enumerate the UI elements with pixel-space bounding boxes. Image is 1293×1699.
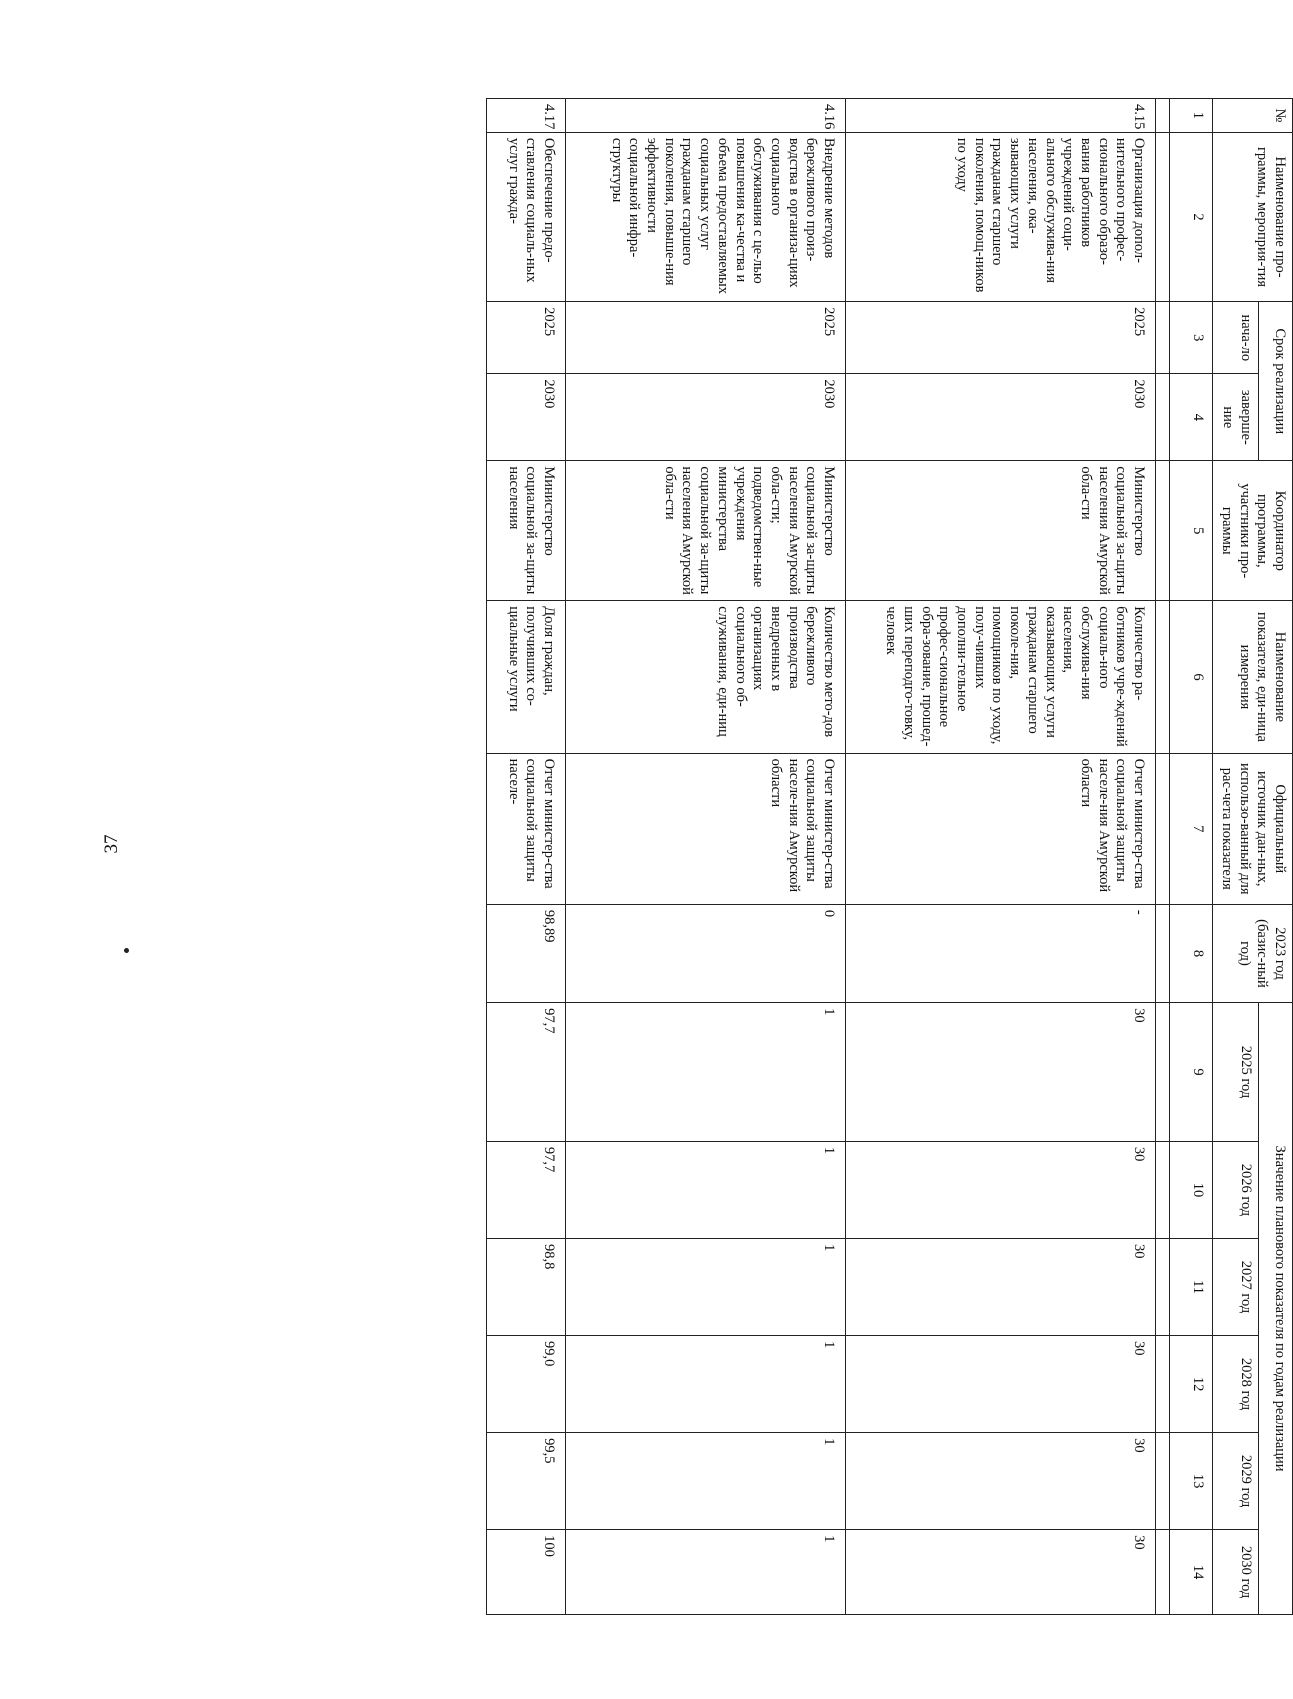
row-value-2028: 1: [566, 1336, 846, 1433]
row-source: Отчет министер-ства социальной защиты населе-ния Амурской области: [846, 753, 1156, 904]
row-value-2030: 30: [846, 1530, 1156, 1615]
header-year-2025: 2025 год: [1213, 1003, 1259, 1142]
header-start: нача-ло: [1213, 302, 1259, 374]
row-value-2025: 30: [846, 1003, 1156, 1142]
row-coordinator: Министерство социальной за-щиты населения: [487, 461, 566, 601]
row-base: 0: [566, 904, 846, 1002]
row-value-2027: 30: [846, 1238, 1156, 1335]
row-end: 2030: [566, 374, 846, 461]
row-name: Обеспечение предо-ставления социаль-ных услуг гражда-: [487, 132, 566, 301]
row-num: 4.16: [566, 99, 846, 133]
column-number: 12: [1170, 1336, 1213, 1433]
page-number: 37: [101, 834, 122, 854]
header-coordinator: Координатор программы, участники про-граммы: [1213, 461, 1293, 601]
table-row: [846, 99, 1156, 1615]
header-base-year: 2023 год (базис-ный год): [1213, 904, 1293, 1002]
header-year-2026: 2026 год: [1213, 1141, 1259, 1238]
row-end: 2030: [487, 374, 566, 461]
header-end: заверше-ние: [1213, 374, 1259, 461]
row-name: Организация допол-нительного профес-сионального образо-вания работников учреждений соци-ального обслужива-ния населения, ока-зывающих услуги гражданам старшего поколения, помощ-ников по уходу: [846, 132, 1156, 301]
row-value-2029: 1: [566, 1433, 846, 1530]
row-indicator: Количество ра-ботников учре-ждений социаль-ного обслужива-ния населения, оказывающих услуги гражданам старшего поколе-ния, помощников по уходу, полу-чивших дополни-тельное профес-сиональное обра-зование, прошед-ших переподго-товку, человек: [846, 601, 1156, 753]
row-value-2026: 30: [846, 1141, 1156, 1238]
rotated-table-container: [196, 98, 1293, 1615]
column-number: 5: [1170, 461, 1213, 601]
program-indicators-table: [486, 98, 1293, 1615]
header-num: №: [1213, 99, 1293, 133]
row-start: 2025: [487, 302, 566, 374]
column-number: 2: [1170, 132, 1213, 301]
table-row: [487, 99, 566, 1615]
row-num: 4.15: [846, 99, 1156, 133]
row-coordinator: Министерство социальной за-щиты населения Амурской обла-сти; подведомствен-ные учреждения министерства социальной за-щиты населения Амурской обла-сти: [566, 461, 846, 601]
row-value-2026: 97,7: [487, 1141, 566, 1238]
header-year-2028: 2028 год: [1213, 1336, 1259, 1433]
row-start: 2025: [566, 302, 846, 374]
header-source: Официальный источник дан-ных, использо-ванный для рас-чета показателя: [1213, 753, 1293, 904]
row-coordinator: Министерство социальной за-щиты населения Амурской обла-сти: [846, 461, 1156, 601]
header-year-2029: 2029 год: [1213, 1433, 1259, 1530]
row-value-2030: 1: [566, 1530, 846, 1615]
row-value-2030: 100: [487, 1530, 566, 1615]
row-value-2029: 30: [846, 1433, 1156, 1530]
header-planned: Значение планового показателя по годам реализации: [1259, 1003, 1293, 1615]
column-number-row: [1170, 99, 1213, 1615]
row-base: -: [846, 904, 1156, 1002]
row-value-2027: 1: [566, 1238, 846, 1335]
separator-row: [1156, 99, 1170, 1615]
row-value-2028: 30: [846, 1336, 1156, 1433]
header-term: Срок реализации: [1259, 302, 1293, 461]
column-number: 13: [1170, 1433, 1213, 1530]
column-number: 1: [1170, 99, 1213, 133]
column-number: 3: [1170, 302, 1213, 374]
row-value-2025: 97,7: [487, 1003, 566, 1142]
row-name: Внедрение методов бережливого произ-водства в организа-циях социального обслуживания с це-лью повышения ка-чества и объема предоставляемых социальных услуг гражданам старшего поколения, повыше-ния эффективности социальной инфра-структуры: [566, 132, 846, 301]
table-body: [487, 99, 1170, 1615]
row-source: Отчет министер-ства социальной защиты населе-: [487, 753, 566, 904]
row-indicator: Количество мето-дов бережливого производства внедренных в организациях социального об-служивания, еди-ниц: [566, 601, 846, 753]
column-number: 11: [1170, 1238, 1213, 1335]
column-number: 14: [1170, 1530, 1213, 1615]
header-indicator: Наименование показателя, еди-ница измерения: [1213, 601, 1293, 753]
row-start: 2025: [846, 302, 1156, 374]
row-base: 98,89: [487, 904, 566, 1002]
row-value-2026: 1: [566, 1141, 846, 1238]
row-indicator: Доля граждан, получивших со-циальные услуги: [487, 601, 566, 753]
header-year-2030: 2030 год: [1213, 1530, 1259, 1615]
row-value-2025: 1: [566, 1003, 846, 1142]
column-number: 4: [1170, 374, 1213, 461]
scan-speck: [124, 948, 129, 953]
row-value-2027: 98,8: [487, 1238, 566, 1335]
table-row: [566, 99, 846, 1615]
row-value-2028: 99,0: [487, 1336, 566, 1433]
column-number: 10: [1170, 1141, 1213, 1238]
column-number: 9: [1170, 1003, 1213, 1142]
row-source: Отчет министер-ства социальной защиты населе-ния Амурской области: [566, 753, 846, 904]
row-value-2029: 99,5: [487, 1433, 566, 1530]
row-end: 2030: [846, 374, 1156, 461]
column-number: 8: [1170, 904, 1213, 1002]
header-year-2027: 2027 год: [1213, 1238, 1259, 1335]
column-number: 7: [1170, 753, 1213, 904]
table-header: [1170, 99, 1293, 1615]
row-num: 4.17: [487, 99, 566, 133]
column-number: 6: [1170, 601, 1213, 753]
header-name: Наименование про-граммы, мероприя-тия: [1213, 132, 1293, 301]
